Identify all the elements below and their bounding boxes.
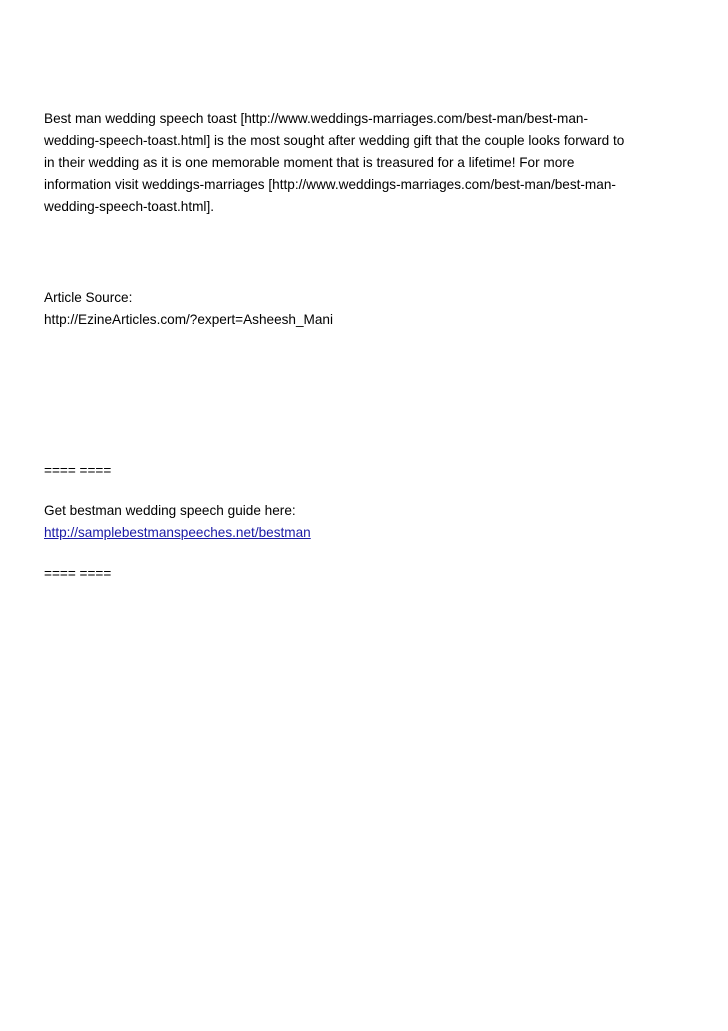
article-body-line-1: Best man wedding speech toast [http://www.weddings-marriages.com/best-man/best-man-	[44, 111, 588, 126]
article-body-line-4: information visit weddings-marriages [http://www.weddings-marriages.com/best-man/best-man-	[44, 177, 616, 192]
article-source-label: Article Source:	[44, 290, 133, 305]
article-body-line-5: wedding-speech-toast.html].	[44, 199, 215, 214]
article-body-line-3: in their wedding as it is one memorable moment that is treasured for a lifetime! For more	[44, 155, 575, 170]
article-body-line-2: wedding-speech-toast.html] is the most sought after wedding gift that the couple looks forward to	[44, 133, 625, 148]
separator-bottom: ==== ====	[44, 566, 112, 581]
guide-link[interactable]: http://samplebestmanspeeches.net/bestman	[44, 525, 311, 540]
guide-text: Get bestman wedding speech guide here:	[44, 503, 296, 518]
article-source-url: http://EzineArticles.com/?expert=Asheesh_Mani	[44, 312, 334, 327]
separator-top: ==== ====	[44, 463, 112, 478]
